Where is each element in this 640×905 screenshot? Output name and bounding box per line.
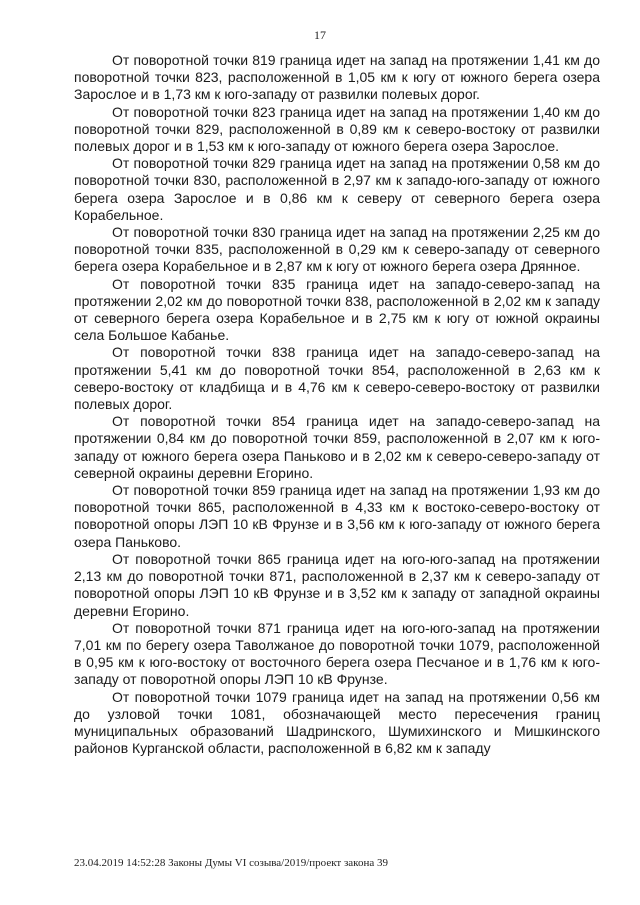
document-body: [74, 52, 600, 757]
paragraph: От поворотной точки 838 граница идет на западо-северо-запад на протяжении 5,41 км до поворотной точки 854, расположенной в 2,63 км к северо-востоку от кладбища и в 4,76 км к северо-северо-востоку от развилки полевых дорог.: [74, 344, 600, 413]
paragraph: От поворотной точки 819 граница идет на запад на протяжении 1,41 км до поворотной точки 823, расположенной в 1,05 км к югу от южного берега озера Зарослое и в 1,73 км к юго-западу от развилки полевых дорог.: [74, 52, 600, 103]
paragraph: От поворотной точки 835 граница идет на западо-северо-запад на протяжении 2,02 км до поворотной точки 838, расположенной в 2,02 км к западу от северного берега озера Корабельное и в 2,75 км к югу от южной окраины села Большое Кабанье.: [74, 275, 600, 344]
paragraph: От поворотной точки 829 граница идет на запад на протяжении 0,58 км до поворотной точки 830, расположенной в 2,97 км к западо-юго-западу от южного берега озера Зарослое и в 0,86 км к северу от северного берега озера Корабельное.: [74, 155, 600, 223]
page-number: 17: [314, 28, 326, 42]
paragraph: От поворотной точки 865 граница идет на юго-юго-запад на протяжении 2,13 км до поворотной точки 871, расположенной в 2,37 км к северо-западу от поворотной опоры ЛЭП 10 кВ Фрунзе и в 3,52 км к западу от западной окраины деревни Егорино.: [74, 550, 600, 619]
paragraph: От поворотной точки 871 граница идет на юго-юго-запад на протяжении 7,01 км по берегу озера Таволжаное до поворотной точки 1079, расположенной в 0,95 км к юго-востоку от восточного берега озера Песчаное и в 1,76 км к юго-западу от поворотной опоры ЛЭП 10 кВ Фрунзе.: [74, 619, 600, 688]
paragraph: От поворотной точки 859 граница идет на запад на протяжении 1,93 км до поворотной точки 865, расположенной в 4,33 км к востоко-северо-востоку от поворотной опоры ЛЭП 10 кВ Фрунзе и в 3,56 км к юго-западу от южного берега озера Паньково.: [74, 482, 600, 550]
document-footer: 23.04.2019 14:52:28 Законы Думы VI созыва/2019/проект закона 39: [74, 857, 388, 869]
paragraph: От поворотной точки 1079 граница идет на запад на протяжении 0,56 км до узловой точки 1081, обозначающей место пересечения границ муниципальных образований Шадринского, Шумихинского и Мишкинского районов Курганской области, расположенной в 6,82 км к западу: [74, 688, 600, 757]
paragraph: От поворотной точки 823 граница идет на запад на протяжении 1,40 км до поворотной точки 829, расположенной в 0,89 км к северо-востоку от развилки полевых дорог и в 1,53 км к юго-западу от южного берега озера Зарослое.: [74, 103, 600, 155]
paragraph: От поворотной точки 854 граница идет на западо-северо-запад на протяжении 0,84 км до поворотной точки 859, расположенной в 2,07 км к юго-западу от южного берега озера Паньково и в 2,02 км к северо-северо-западу от северной окраины деревни Егорино.: [74, 413, 600, 481]
paragraph: От поворотной точки 830 граница идет на запад на протяжении 2,25 км до поворотной точки 835, расположенной в 0,29 км к северо-западу от северного берега озера Корабельное и в 2,87 км к югу от южного берега озера Дрянное.: [74, 224, 600, 275]
